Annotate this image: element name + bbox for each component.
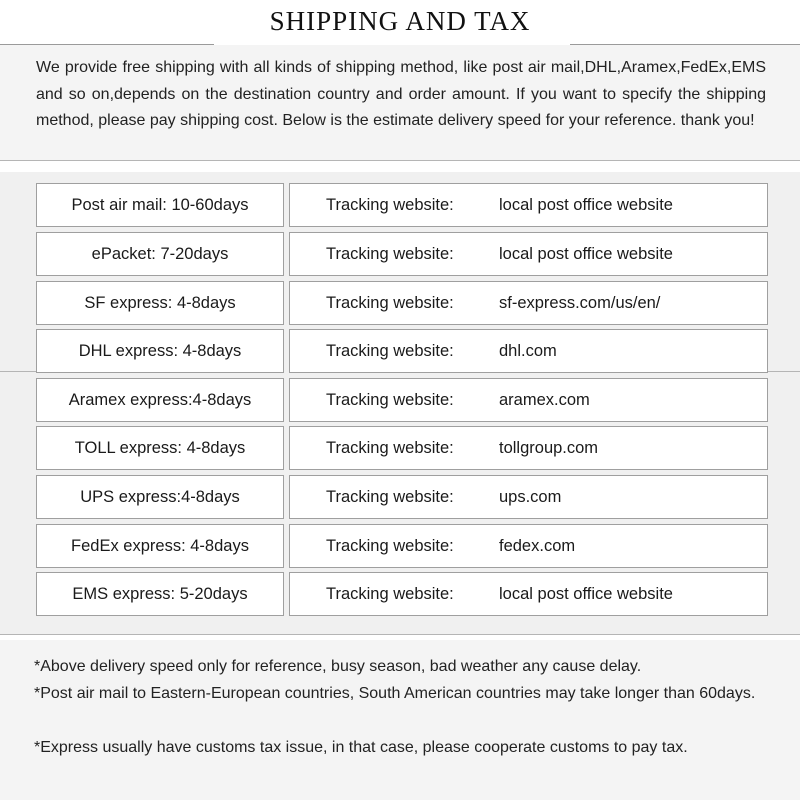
shipping-table <box>0 172 800 634</box>
tracking-website: local post office website <box>499 195 673 214</box>
tracking-website: ups.com <box>499 487 562 506</box>
shipping-method-cell: SF express: 4-8days <box>36 281 284 325</box>
tracking-cell <box>289 524 768 568</box>
tracking-cell <box>289 281 768 325</box>
notes-section <box>0 640 800 800</box>
tracking-cell <box>289 475 768 519</box>
tracking-label: Tracking website: <box>326 487 454 506</box>
tracking-label: Tracking website: <box>326 390 454 409</box>
tracking-website: sf-express.com/us/en/ <box>499 293 661 312</box>
page-title: SHIPPING AND TAX <box>269 6 531 36</box>
shipping-method-cell: EMS express: 5-20days <box>36 572 284 616</box>
shipping-method-cell: Post air mail: 10-60days <box>36 183 284 227</box>
tracking-label: Tracking website: <box>326 244 454 263</box>
divider <box>0 634 800 635</box>
divider <box>0 160 800 161</box>
tracking-cell <box>289 329 768 373</box>
tracking-website: fedex.com <box>499 536 576 555</box>
tracking-website: tollgroup.com <box>499 438 599 457</box>
tracking-label: Tracking website: <box>326 293 454 312</box>
divider <box>768 371 800 372</box>
tracking-cell <box>289 232 768 276</box>
shipping-method-cell: Aramex express:4-8days <box>36 378 284 422</box>
tracking-label: Tracking website: <box>326 438 454 457</box>
intro-section <box>0 45 800 161</box>
divider <box>0 371 36 372</box>
shipping-method-cell: TOLL express: 4-8days <box>36 426 284 470</box>
tracking-cell <box>289 426 768 470</box>
note-item: *Above delivery speed only for reference, busy season, bad weather any cause delay. <box>34 658 642 675</box>
tracking-cell <box>289 183 768 227</box>
note-item: *Post air mail to Eastern-European countries, South American countries may take longer than 60days. <box>34 685 756 702</box>
tracking-label: Tracking website: <box>326 584 454 603</box>
tracking-label: Tracking website: <box>326 536 454 555</box>
shipping-method-cell: UPS express:4-8days <box>36 475 284 519</box>
note-item: *Express usually have customs tax issue, in that case, please cooperate customs to pay tax. <box>34 739 688 756</box>
shipping-method-cell: FedEx express: 4-8days <box>36 524 284 568</box>
header <box>0 0 800 44</box>
tracking-website: local post office website <box>499 584 673 603</box>
tracking-cell <box>289 378 768 422</box>
intro-paragraph: We provide free shipping with all kinds of shipping method, like post air mail,DHL,Aramex,FedEx,EMS and so on,depends on the destination country and order amount. If you want to specify the shipping method, please pay shipping cost. Below is the estimate delivery speed for your reference. thank you! <box>36 59 766 129</box>
tracking-label: Tracking website: <box>326 341 454 360</box>
tracking-label: Tracking website: <box>326 195 454 214</box>
tracking-website: aramex.com <box>499 390 590 409</box>
tracking-website: dhl.com <box>499 341 557 360</box>
shipping-method-cell: ePacket: 7-20days <box>36 232 284 276</box>
tracking-website: local post office website <box>499 244 673 263</box>
shipping-method-cell: DHL express: 4-8days <box>36 329 284 373</box>
tracking-cell <box>289 572 768 616</box>
